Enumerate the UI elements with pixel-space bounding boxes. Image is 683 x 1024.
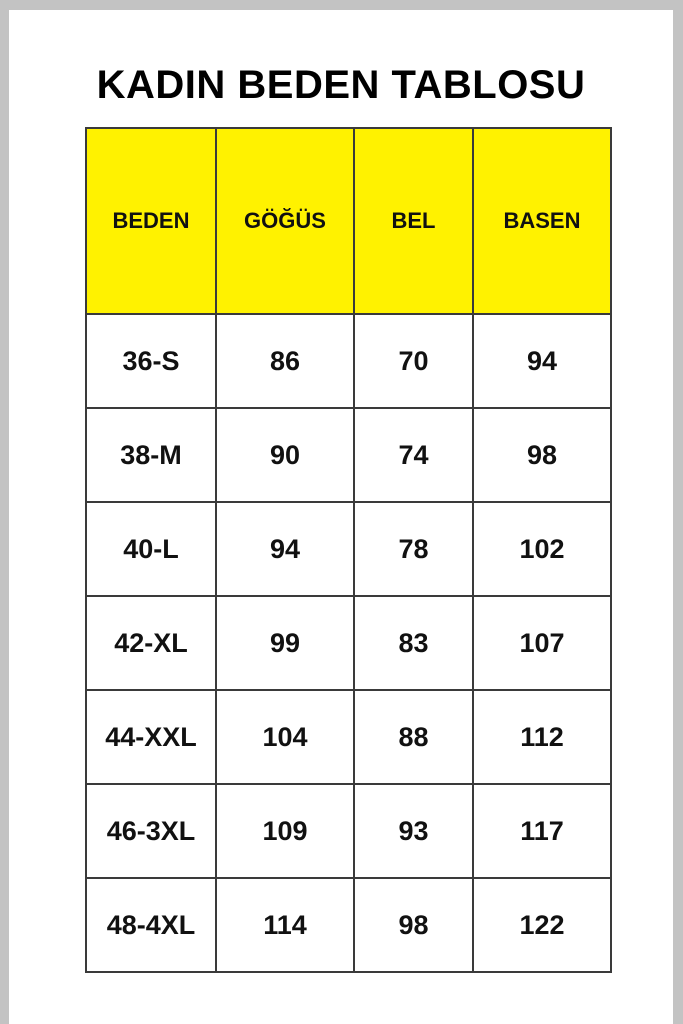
- table-row: [86, 502, 611, 596]
- header-basen: BASEN: [473, 128, 611, 314]
- table-row: [86, 596, 611, 690]
- cell-bel: 70: [354, 314, 473, 408]
- header-bel: BEL: [354, 128, 473, 314]
- cell-size: 46-3XL: [86, 784, 216, 878]
- size-table: [85, 127, 612, 973]
- table-row: [86, 314, 611, 408]
- table-row: [86, 878, 611, 972]
- cell-basen: 107: [473, 596, 611, 690]
- header-row: [86, 128, 611, 314]
- cell-gogus: 99: [216, 596, 354, 690]
- table-row: [86, 408, 611, 502]
- cell-gogus: 109: [216, 784, 354, 878]
- cell-bel: 78: [354, 502, 473, 596]
- cell-basen: 98: [473, 408, 611, 502]
- cell-gogus: 86: [216, 314, 354, 408]
- table-body: [86, 314, 611, 972]
- cell-basen: 94: [473, 314, 611, 408]
- cell-basen: 117: [473, 784, 611, 878]
- header-beden: BEDEN: [86, 128, 216, 314]
- cell-size: 36-S: [86, 314, 216, 408]
- table-header: [86, 128, 611, 314]
- cell-gogus: 114: [216, 878, 354, 972]
- cell-size: 38-M: [86, 408, 216, 502]
- cell-gogus: 90: [216, 408, 354, 502]
- cell-bel: 74: [354, 408, 473, 502]
- cell-size: 40-L: [86, 502, 216, 596]
- cell-basen: 112: [473, 690, 611, 784]
- table-row: [86, 690, 611, 784]
- header-gogus: GÖĞÜS: [216, 128, 354, 314]
- size-chart-panel: [9, 10, 673, 1024]
- cell-bel: 88: [354, 690, 473, 784]
- cell-gogus: 104: [216, 690, 354, 784]
- table-row: [86, 784, 611, 878]
- cell-bel: 83: [354, 596, 473, 690]
- cell-size: 42-XL: [86, 596, 216, 690]
- page-title: KADIN BEDEN TABLOSU: [96, 63, 586, 107]
- cell-basen: 122: [473, 878, 611, 972]
- cell-basen: 102: [473, 502, 611, 596]
- cell-bel: 98: [354, 878, 473, 972]
- cell-gogus: 94: [216, 502, 354, 596]
- cell-bel: 93: [354, 784, 473, 878]
- cell-size: 44-XXL: [86, 690, 216, 784]
- cell-size: 48-4XL: [86, 878, 216, 972]
